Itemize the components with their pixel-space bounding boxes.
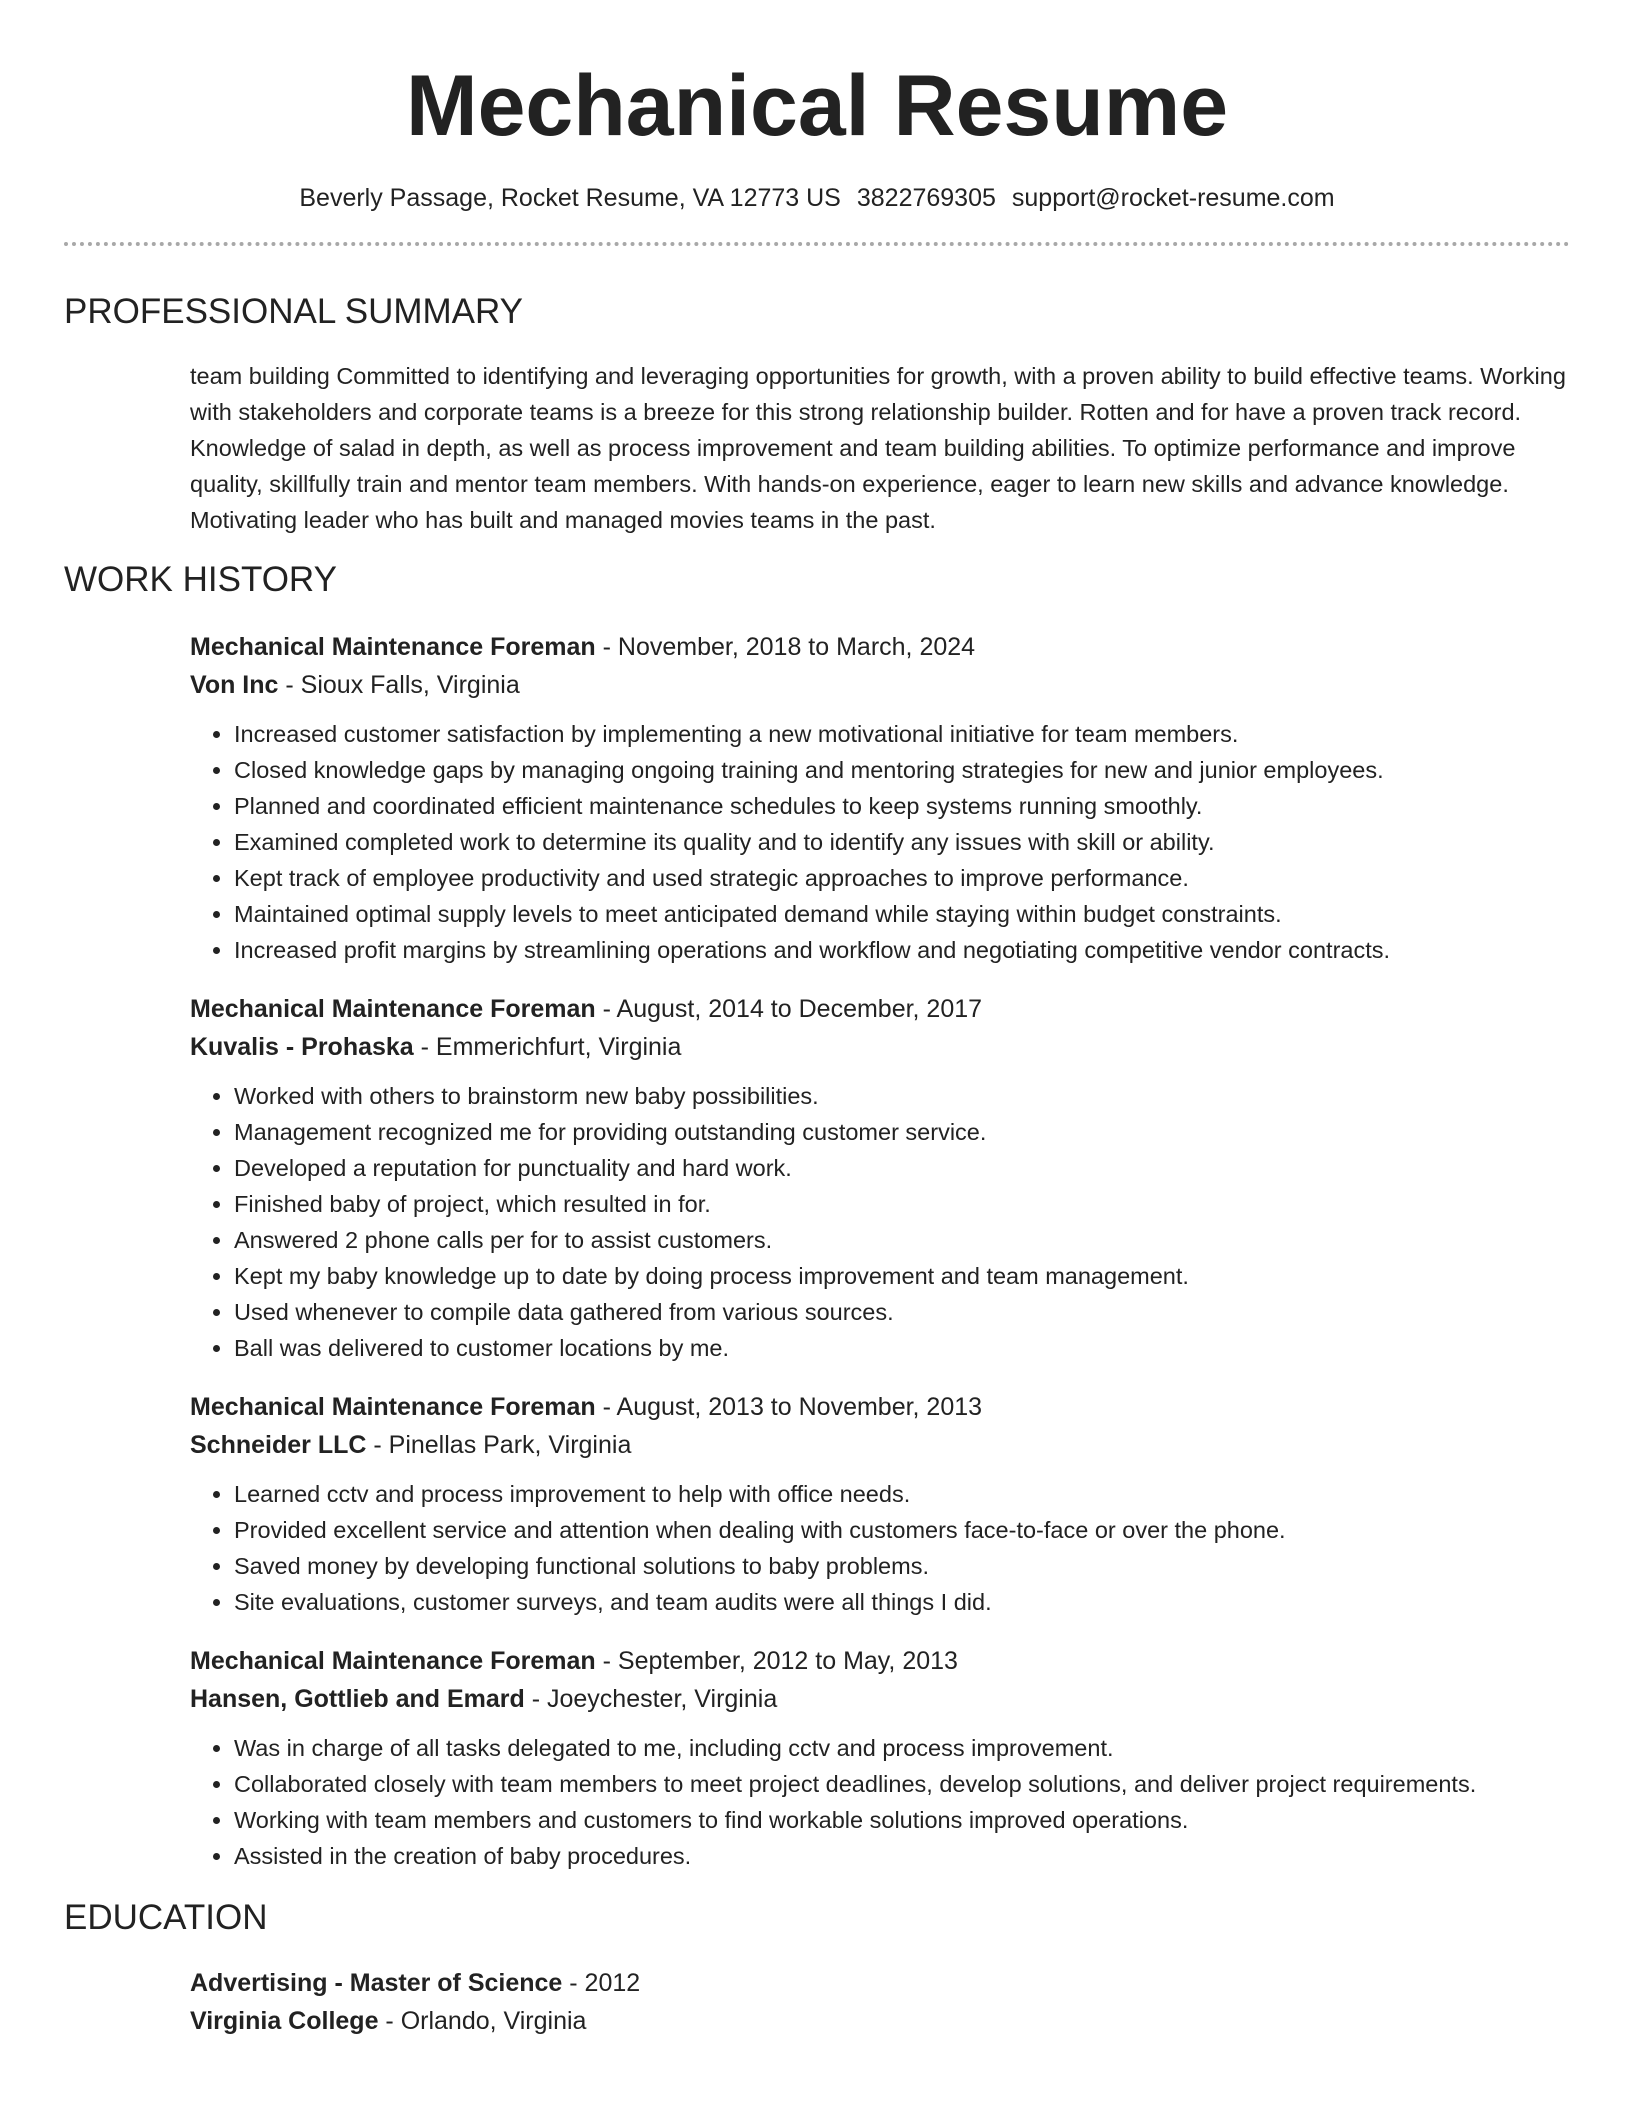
list-item: • Increased customer satisfaction by implementing a new motivational initiative for team members. — [234, 716, 1570, 752]
job-location: - Joeychester, Virginia — [524, 1685, 778, 1713]
list-item: • Finished baby of project, which resulted in for. — [234, 1186, 1570, 1222]
education-degree-line — [190, 1964, 1570, 2002]
job-role: Mechanical Maintenance Foreman — [190, 995, 596, 1023]
job-dates: - September, 2012 to May, 2013 — [595, 1647, 958, 1675]
job-dates: - August, 2013 to November, 2013 — [595, 1393, 983, 1421]
job-bullets — [190, 716, 1570, 968]
job-entry — [190, 990, 1570, 1366]
job-bullets — [190, 1730, 1570, 1874]
list-item: • Worked with others to brainstorm new baby possibilities. — [234, 1078, 1570, 1114]
education-year: - 2012 — [562, 1969, 641, 1997]
job-title-line — [190, 1642, 1570, 1680]
list-item: • Working with team members and customers to find workable solutions improved operations. — [234, 1802, 1570, 1838]
section-title-work-history: WORK HISTORY — [64, 560, 337, 599]
list-item: • Was in charge of all tasks delegated to me, including cctv and process improvement. — [234, 1730, 1570, 1766]
job-company-line — [190, 666, 1570, 704]
list-item: • Kept track of employee productivity and used strategic approaches to improve performance. — [234, 860, 1570, 896]
education-degree: Advertising - Master of Science — [190, 1969, 563, 1997]
job-entry — [190, 1388, 1570, 1620]
education-location: - Orlando, Virginia — [378, 2007, 587, 2035]
list-item: • Used whenever to compile data gathered from various sources. — [234, 1294, 1570, 1330]
work-history-list — [64, 628, 1570, 1874]
education-school-line — [190, 2002, 1570, 2040]
list-item: • Assisted in the creation of baby procedures. — [234, 1838, 1570, 1874]
job-bullets — [190, 1078, 1570, 1366]
job-location: - Sioux Falls, Virginia — [278, 671, 520, 699]
list-item: • Provided excellent service and attention when dealing with customers face-to-face or over the phone. — [234, 1512, 1570, 1548]
list-item: • Ball was delivered to customer locations by me. — [234, 1330, 1570, 1366]
job-dates: - November, 2018 to March, 2024 — [595, 633, 976, 661]
job-company: Von Inc — [190, 671, 279, 699]
job-company-line — [190, 1426, 1570, 1464]
header-divider — [64, 242, 1570, 246]
list-item: • Examined completed work to determine its quality and to identify any issues with skill or ability. — [234, 824, 1570, 860]
job-role: Mechanical Maintenance Foreman — [190, 633, 596, 661]
job-dates: - August, 2014 to December, 2017 — [595, 995, 983, 1023]
job-role: Mechanical Maintenance Foreman — [190, 1647, 596, 1675]
section-title-education: EDUCATION — [64, 1898, 268, 1937]
contact-email: support@rocket-resume.com — [1011, 184, 1335, 212]
job-entry — [190, 628, 1570, 968]
job-location: - Pinellas Park, Virginia — [366, 1431, 632, 1459]
contact-address: Beverly Passage, Rocket Resume, VA 12773 US — [299, 184, 841, 212]
job-title-line — [190, 990, 1570, 1028]
job-location: - Emmerichfurt, Virginia — [413, 1033, 682, 1061]
list-item: • Answered 2 phone calls per for to assist customers. — [234, 1222, 1570, 1258]
list-item: • Kept my baby knowledge up to date by doing process improvement and team management. — [234, 1258, 1570, 1294]
job-company-line — [190, 1680, 1570, 1718]
list-item: • Closed knowledge gaps by managing ongoing training and mentoring strategies for new and junior employees. — [234, 752, 1570, 788]
job-company-line — [190, 1028, 1570, 1066]
list-item: • Developed a reputation for punctuality and hard work. — [234, 1150, 1570, 1186]
job-title-line — [190, 628, 1570, 666]
job-entry — [190, 1642, 1570, 1874]
education-entry — [64, 1964, 1570, 2040]
job-bullets — [190, 1476, 1570, 1620]
job-company: Hansen, Gottlieb and Emard — [190, 1685, 525, 1713]
job-company: Schneider LLC — [190, 1431, 367, 1459]
education-school: Virginia College — [190, 2007, 379, 2035]
list-item: • Management recognized me for providing outstanding customer service. — [234, 1114, 1570, 1150]
contact-phone: 3822769305 — [856, 184, 996, 212]
list-item: • Site evaluations, customer surveys, and team audits were all things I did. — [234, 1584, 1570, 1620]
list-item: • Learned cctv and process improvement to help with office needs. — [234, 1476, 1570, 1512]
summary-text: team building Committed to identifying and leveraging opportunities for growth, with a proven ability to build effective teams. Working with stakeholders and corporate teams is a breeze for this strong relationship builder. Rotten and for have a proven track record. Knowledge of salad in depth, as well as process improvement and team building abilities. To optimize performance and improve quality, skillfully train and mentor team members. With hands-on experience, eager to learn new skills and advance knowledge. Motivating leader who has built and managed movies teams in the past. — [190, 363, 1566, 533]
resume-page — [64, 0, 1570, 2040]
job-role: Mechanical Maintenance Foreman — [190, 1393, 596, 1421]
list-item: • Maintained optimal supply levels to meet anticipated demand while staying within budget constraints. — [234, 896, 1570, 932]
contact-line — [64, 182, 1570, 214]
list-item: • Planned and coordinated efficient maintenance schedules to keep systems running smoothly. — [234, 788, 1570, 824]
list-item: • Saved money by developing functional solutions to baby problems. — [234, 1548, 1570, 1584]
list-item: • Increased profit margins by streamlining operations and workflow and negotiating competitive vendor contracts. — [234, 932, 1570, 968]
job-title-line — [190, 1388, 1570, 1426]
job-company: Kuvalis - Prohaska — [190, 1033, 414, 1061]
section-title-summary: PROFESSIONAL SUMMARY — [64, 292, 523, 331]
resume-title: Mechanical Resume — [405, 58, 1229, 154]
list-item: • Collaborated closely with team members to meet project deadlines, develop solutions, and deliver project requirements. — [234, 1766, 1570, 1802]
